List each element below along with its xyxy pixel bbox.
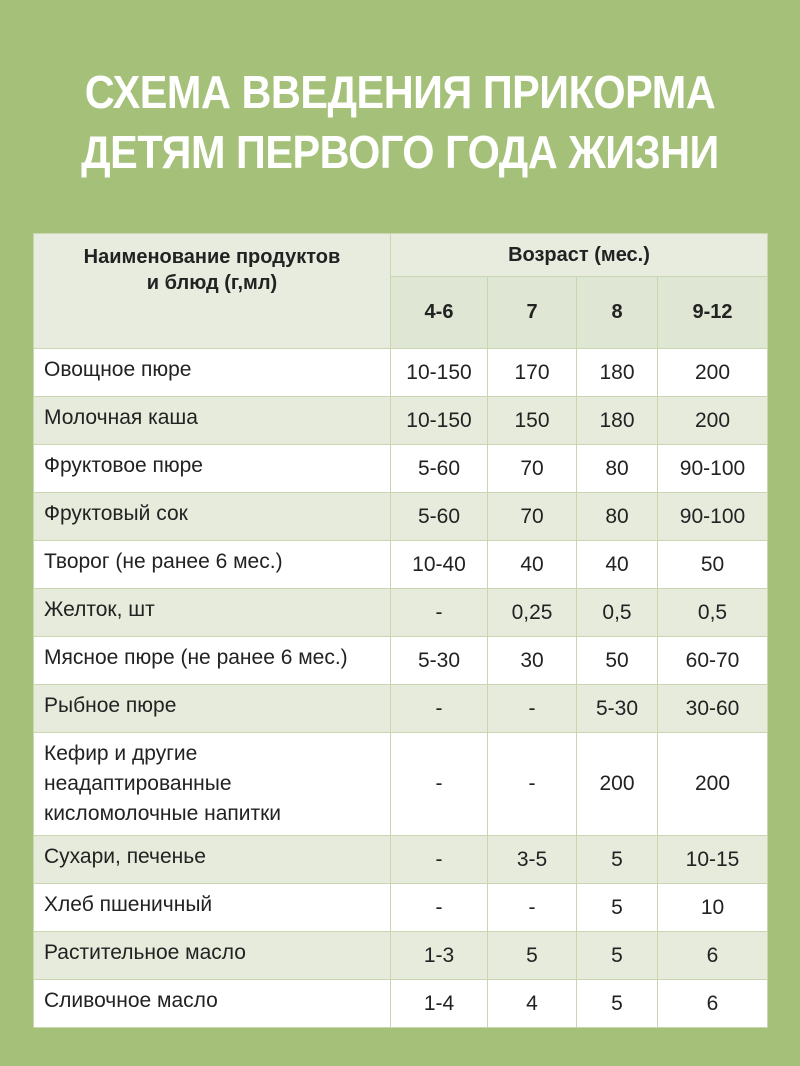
value-cell: 3-5 (488, 836, 577, 884)
age-column-header: 7 (488, 277, 577, 349)
value-cell: 200 (658, 733, 768, 836)
table-row (34, 445, 768, 493)
value-cell: - (488, 733, 577, 836)
value-cell: 10 (658, 884, 768, 932)
product-name-header-line-1: Наименование продуктов (83, 246, 341, 268)
value-cell: 5 (577, 836, 658, 884)
value-cell: 6 (658, 932, 768, 980)
value-cell: 5-30 (391, 637, 488, 685)
value-cell: - (391, 733, 488, 836)
product-name-cell: Хлеб пшеничный (34, 884, 391, 932)
product-name-cell: Овощное пюре (34, 349, 391, 397)
age-header: Возраст (мес.) (391, 234, 768, 277)
product-name-cell: Фруктовое пюре (34, 445, 391, 493)
table-row (34, 980, 768, 1028)
value-cell: 70 (488, 493, 577, 541)
value-cell: 50 (577, 637, 658, 685)
feeding-schedule-table (33, 233, 768, 1028)
value-cell: 6 (658, 980, 768, 1028)
product-name-cell (34, 733, 391, 836)
value-cell: 90-100 (658, 445, 768, 493)
table-row (34, 733, 768, 836)
value-cell: 50 (658, 541, 768, 589)
value-cell: - (488, 884, 577, 932)
product-name-cell: Молочная каша (34, 397, 391, 445)
value-cell: 4 (488, 980, 577, 1028)
page-title-line-1: СХЕМА ВВЕДЕНИЯ ПРИКОРМА (84, 66, 716, 118)
value-cell: 90-100 (658, 493, 768, 541)
table-row (34, 397, 768, 445)
table-row (34, 541, 768, 589)
value-cell: 0,5 (577, 589, 658, 637)
table-row (34, 685, 768, 733)
table-row (34, 637, 768, 685)
age-column-header: 9-12 (658, 277, 768, 349)
value-cell: 200 (577, 733, 658, 836)
value-cell: 5 (577, 932, 658, 980)
value-cell: 5 (488, 932, 577, 980)
table-row (34, 932, 768, 980)
value-cell: 1-4 (391, 980, 488, 1028)
value-cell: 10-150 (391, 397, 488, 445)
value-cell: 170 (488, 349, 577, 397)
product-name-line: неадаптированные (44, 772, 232, 795)
value-cell: 80 (577, 445, 658, 493)
value-cell: 40 (488, 541, 577, 589)
product-name-cell: Сухари, печенье (34, 836, 391, 884)
table-row (34, 836, 768, 884)
value-cell: - (391, 685, 488, 733)
page-title-line-2: ДЕТЯМ ПЕРВОГО ГОДА ЖИЗНИ (81, 126, 719, 178)
value-cell: 0,5 (658, 589, 768, 637)
product-name-cell: Растительное масло (34, 932, 391, 980)
value-cell: 70 (488, 445, 577, 493)
age-column-header: 4-6 (391, 277, 488, 349)
product-name-cell: Рыбное пюре (34, 685, 391, 733)
value-cell: 5 (577, 980, 658, 1028)
value-cell: 5 (577, 884, 658, 932)
value-cell: 80 (577, 493, 658, 541)
value-cell: - (391, 884, 488, 932)
product-name-line: Кефир и другие (44, 742, 198, 765)
product-name-cell: Мясное пюре (не ранее 6 мес.) (34, 637, 391, 685)
value-cell: 60-70 (658, 637, 768, 685)
value-cell: 40 (577, 541, 658, 589)
value-cell: 30-60 (658, 685, 768, 733)
value-cell: 10-150 (391, 349, 488, 397)
product-name-cell: Желток, шт (34, 589, 391, 637)
product-name-line: кисломолочные напитки (44, 802, 282, 825)
table-row (34, 589, 768, 637)
table-row (34, 493, 768, 541)
value-cell: 5-60 (391, 493, 488, 541)
value-cell: 180 (577, 397, 658, 445)
product-name-cell: Сливочное масло (34, 980, 391, 1028)
product-name-cell: Фруктовый сок (34, 493, 391, 541)
age-column-header: 8 (577, 277, 658, 349)
value-cell: - (488, 685, 577, 733)
page-title (40, 62, 760, 182)
value-cell: 5-30 (577, 685, 658, 733)
table-row (34, 884, 768, 932)
value-cell: 1-3 (391, 932, 488, 980)
value-cell: 10-40 (391, 541, 488, 589)
value-cell: 200 (658, 397, 768, 445)
value-cell: 5-60 (391, 445, 488, 493)
value-cell: 10-15 (658, 836, 768, 884)
product-name-header-line-2: и блюд (г,мл) (146, 272, 278, 294)
value-cell: 0,25 (488, 589, 577, 637)
value-cell: - (391, 836, 488, 884)
product-name-header (34, 234, 391, 349)
value-cell: - (391, 589, 488, 637)
product-name-cell: Творог (не ранее 6 мес.) (34, 541, 391, 589)
value-cell: 200 (658, 349, 768, 397)
value-cell: 150 (488, 397, 577, 445)
value-cell: 180 (577, 349, 658, 397)
table-row (34, 349, 768, 397)
value-cell: 30 (488, 637, 577, 685)
